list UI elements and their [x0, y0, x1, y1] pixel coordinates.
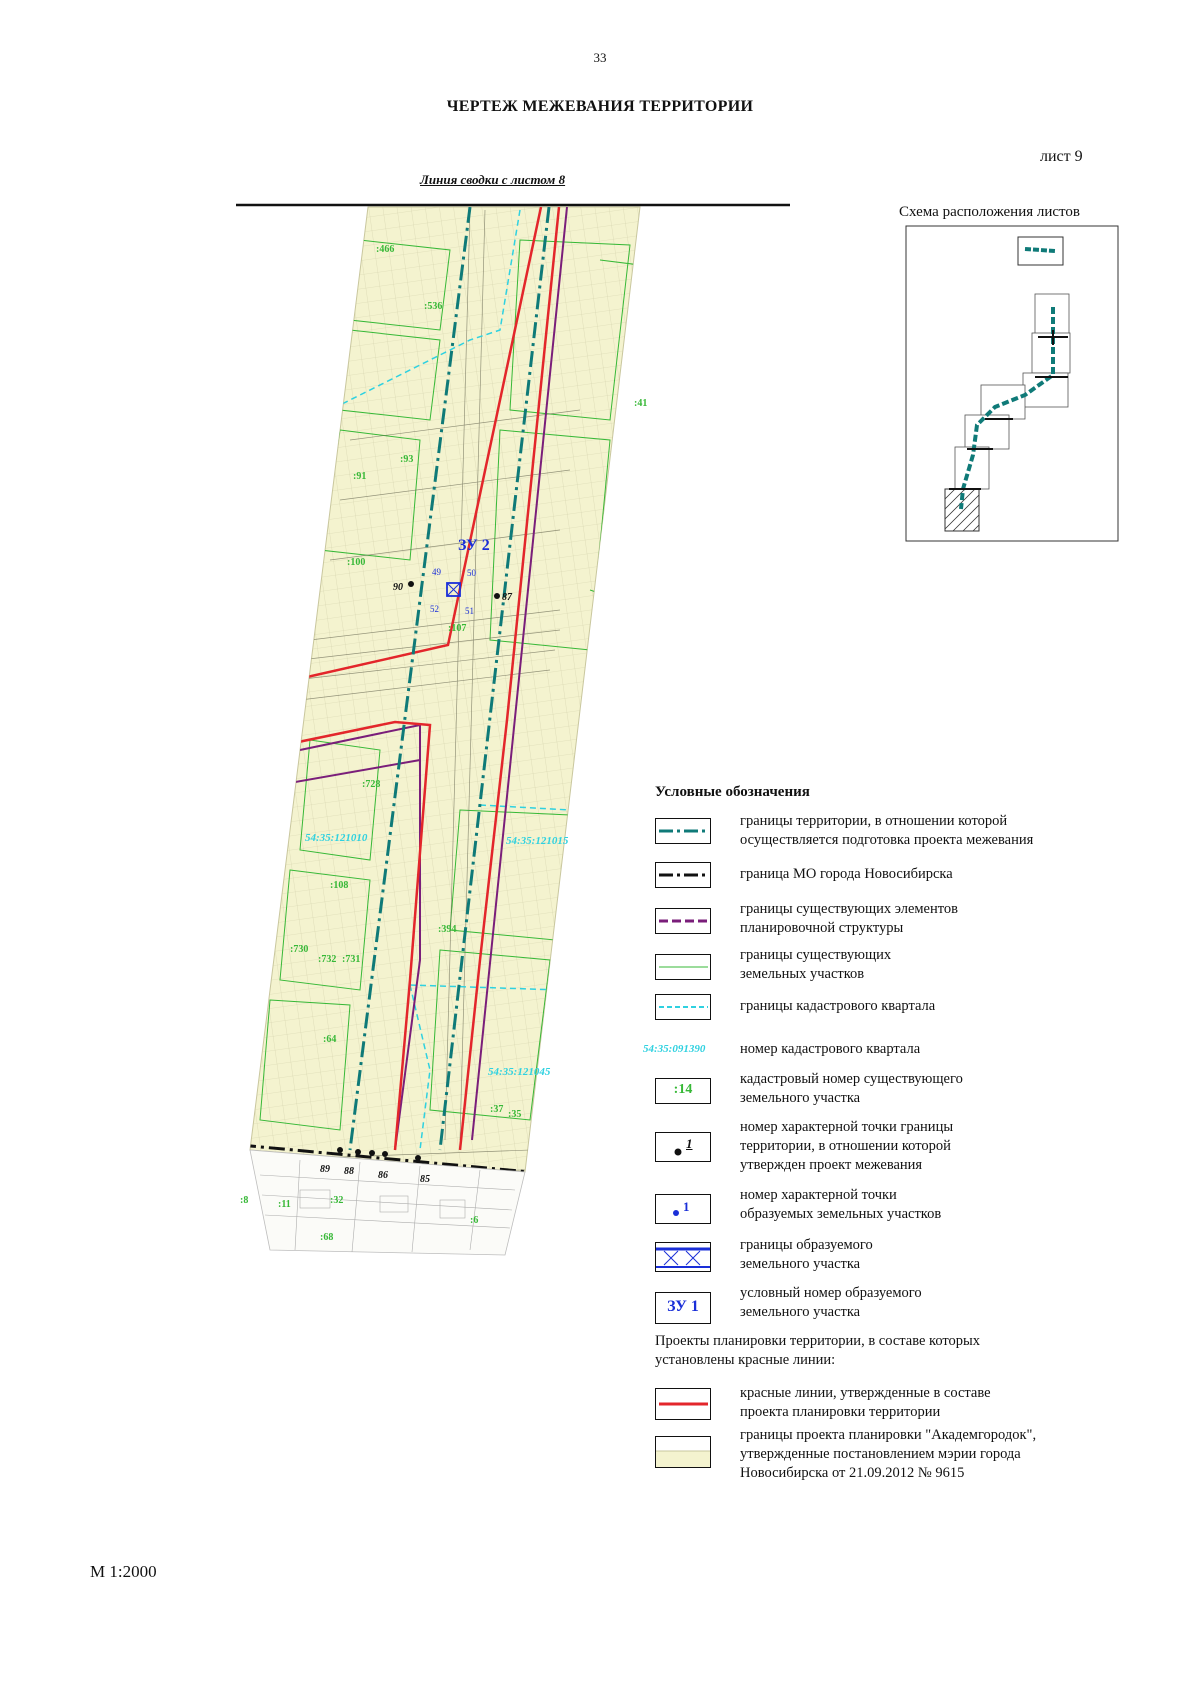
legend-item-label: условный номер образуемого земельного участка: [740, 1285, 922, 1320]
parcel-label: :91: [353, 471, 367, 482]
territory-point-sample: 1: [686, 1136, 693, 1151]
parcel-label: :37: [490, 1104, 504, 1115]
quarter-number-label: 54:35:121045: [488, 1066, 551, 1078]
territory-point-label: 89: [320, 1164, 330, 1175]
plot-number-label: ЗУ 2: [458, 537, 490, 554]
parcel-label: :731: [342, 954, 361, 965]
territory-point-label: 85: [420, 1174, 430, 1185]
legend-item-label: границы существующих земельных участков: [740, 947, 892, 982]
legend-item-label: границы существующих элементов планировочной структуры: [740, 901, 958, 936]
plot-point-label: 49: [432, 567, 441, 577]
plot-number-sample: ЗУ 1: [655, 1292, 711, 1324]
parcel-label: :728: [362, 779, 381, 790]
teal-dashdot-line-icon: [655, 818, 711, 844]
parcel-label: :35: [508, 1109, 522, 1120]
plot-point-sample: 1: [683, 1199, 690, 1214]
page-number: 33: [593, 50, 607, 65]
green-thin-line-icon: [655, 954, 711, 980]
parcel-label: :11: [278, 1199, 291, 1210]
territory-point-label: 90: [393, 582, 403, 593]
sheet-layout-scheme: [905, 225, 1120, 543]
territory-point-icon: [655, 1132, 711, 1162]
parcel-label: :107: [448, 623, 467, 634]
scheme-title: Схема расположения листов: [899, 204, 1080, 220]
parcel-label: :108: [330, 880, 349, 891]
quarter-number-label: 54:35:121010: [305, 832, 368, 844]
legend-item-label: границы образуемого земельного участка: [740, 1237, 873, 1272]
yellow-area-icon: [655, 1436, 711, 1468]
red-lines-note: Проекты планировки территории, в составе которых установлены красные линии:: [655, 1333, 981, 1368]
parcel-label: :394: [438, 924, 457, 935]
parcel-label: :6: [470, 1215, 479, 1226]
scale-label: М 1:2000: [90, 1562, 157, 1581]
sheet-label: лист 9: [1040, 148, 1083, 165]
legend-item-label: границы территории, в отношении которой осуществляется подготовка проекта межевания: [740, 813, 1034, 848]
legend-item-label: номер кадастрового квартала: [740, 1041, 921, 1057]
parcel-number-sample: :14: [655, 1078, 711, 1104]
legend-item-label: границы проекта планировки "Академгородок", утвержденные постановлением мэрии города Новосибирска от 21.09.2012 № 9615: [740, 1427, 1037, 1481]
territory-point-label: 88: [344, 1166, 354, 1177]
territory-point-label: 87: [502, 592, 512, 603]
blue-hatched-boundary-icon: [655, 1242, 711, 1272]
page-title: ЧЕРТЕЖ МЕЖЕВАНИЯ ТЕРРИТОРИИ: [446, 98, 754, 115]
plot-point-label: 52: [430, 604, 439, 614]
plot-point-label: 50: [467, 568, 476, 578]
territory-point-label: 86: [378, 1170, 388, 1181]
parcel-label: :64: [323, 1034, 337, 1045]
parcel-label: :93: [400, 454, 414, 465]
join-line-label: Линия сводки с листом 8: [420, 172, 566, 187]
plot-point-label: 51: [465, 606, 474, 616]
parcel-label: :8: [240, 1195, 249, 1206]
quarter-number-label: 54:35:121015: [506, 835, 569, 847]
red-line-icon: [655, 1388, 711, 1420]
parcel-label: :68: [320, 1232, 334, 1243]
legend-item-label: кадастровый номер существующего земельного участка: [740, 1071, 963, 1106]
legend: [643, 784, 1115, 1481]
parcel-label: :732: [318, 954, 337, 965]
parcel-label: :730: [290, 944, 309, 955]
cyan-dashed-line-icon: [655, 994, 711, 1020]
parcel-label: :466: [376, 244, 395, 255]
legend-item-label: граница МО города Новосибирска: [740, 866, 953, 882]
legend-title: Условные обозначения: [655, 784, 810, 800]
parcel-label: :100: [347, 557, 366, 568]
quarter-number-sample: 54:35:091390: [643, 1043, 706, 1055]
purple-dashed-line-icon: [655, 908, 711, 934]
parcel-label: :41: [634, 398, 648, 409]
parcel-label: :32: [330, 1195, 344, 1206]
parcel-label: :536: [424, 301, 443, 312]
legend-item-label: номер характерной точки границы территории, в отношении которой утвержден проект межевания: [740, 1119, 954, 1173]
legend-item-label: границы кадастрового квартала: [740, 998, 936, 1014]
plot-point-icon: [655, 1194, 711, 1224]
legend-item-label: красные линии, утвержденные в составе проекта планировки территории: [740, 1385, 991, 1420]
legend-item-label: номер характерной точки образуемых земельных участков: [740, 1187, 942, 1222]
black-dashdot-line-icon: [655, 862, 711, 888]
